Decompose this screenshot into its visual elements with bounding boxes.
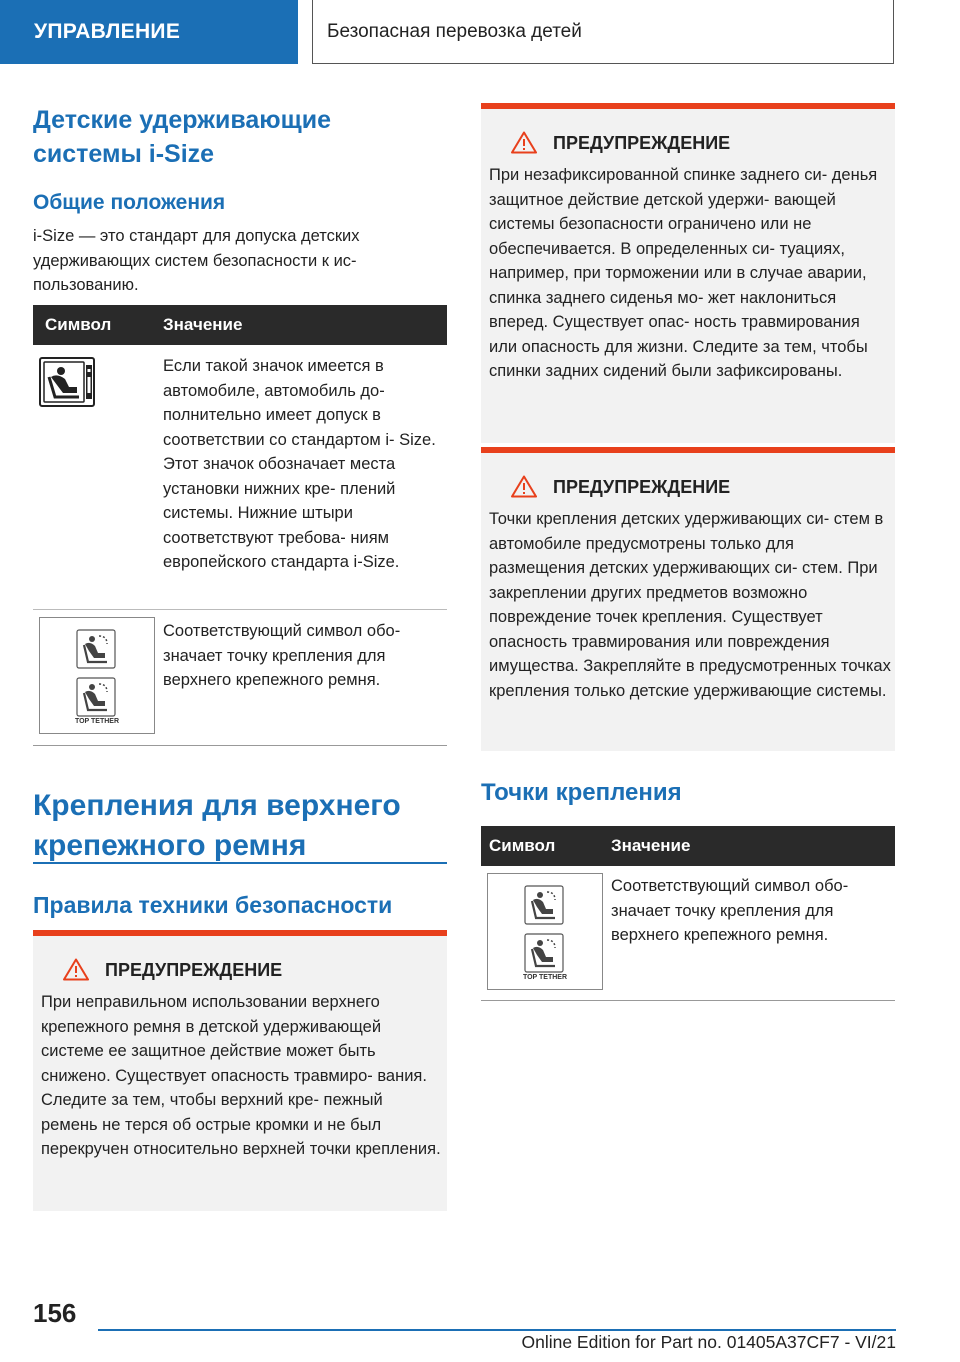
table-bottom-line <box>481 1000 895 1001</box>
header-section-tab: УПРАВЛЕНИЕ <box>0 0 298 64</box>
warning-bar <box>481 103 895 109</box>
warning-bar <box>481 447 895 453</box>
page-number: 156 <box>33 1298 77 1328</box>
isofix-child-seat-icon <box>39 357 95 407</box>
column-header-meaning: Значение <box>163 315 243 334</box>
heading-anchor-points: Точки крепления <box>481 779 682 806</box>
warning-text: При неправильном использовании верхнего крепежного ремня в детской удерживающей системе ее защитное действие может быть снижено. Существует опасность травмиро- вания. Следите за тем, чтобы верхний кре- пежный ремень не терся об острые кромки и не был перекручен относительно верхней точки крепления. <box>41 993 441 1158</box>
footer-rule <box>98 1329 896 1331</box>
footer-edition-text: Online Edition for Part no. 01405A37CF7 - VI/21 <box>521 1332 896 1352</box>
row-divider <box>33 609 447 610</box>
table-row-text: Соответствующий символ обо- значает точку крепления для верхнего крепежного ремня. <box>611 877 849 944</box>
warning-title: ПРЕДУПРЕЖДЕНИЕ <box>105 960 283 980</box>
top-tether-caption: TOP TETHER <box>522 974 568 981</box>
warning-box <box>33 930 447 1211</box>
warning-title: ПРЕДУПРЕЖДЕНИЕ <box>553 133 731 153</box>
heading-top-tether-mounts: Крепления для верхнего крепежного ремня <box>33 789 401 862</box>
warning-box <box>481 447 895 751</box>
warning-bar <box>33 930 447 936</box>
column-header-symbol: Символ <box>489 836 556 855</box>
table-bottom-line <box>33 745 447 746</box>
top-tether-icon <box>39 617 155 734</box>
table-row-text: Соответствующий символ обо- значает точку крепления для верхнего крепежного ремня. <box>163 622 401 689</box>
heading-child-restraint-i-size: Детские удерживающие системы i-Size <box>33 106 331 168</box>
warning-text: При незафиксированной спинке заднего си- денья защитное действие детской удержи- вающей системы безопасности ограничено или не обеспечивается. В определенных си- туациях, например, при торможении или в случае аварии, спинка заднего сиденья мо- жет наклониться вперед. Существует опас- ность травмирования или опасность для жизни. Следите за тем, чтобы спинки задних сидений были зафиксированы. <box>489 166 878 380</box>
top-tether-icon <box>487 873 603 990</box>
warning-triangle-icon <box>63 958 89 981</box>
warning-box <box>481 103 895 443</box>
warning-triangle-icon <box>511 475 537 498</box>
header-chapter-title: Безопасная перевозка детей <box>312 0 894 64</box>
table-header <box>33 305 447 345</box>
section-rule <box>33 862 447 864</box>
table-row-text: Если такой значок имеется в автомобиле, автомобиль до- полнительно имеет допуск в соответствии со стандартом i- Size. Этот значок обозначает места установки нижних кре- плений системы. Нижние штыри соответствуют требова- ниям европейского стандарта i-Size. <box>163 357 436 571</box>
heading-safety-rules: Правила техники безопасности <box>33 892 393 918</box>
table-header <box>481 826 895 866</box>
column-header-meaning: Значение <box>611 836 691 855</box>
heading-general-provisions: Общие положения <box>33 191 226 214</box>
intro-paragraph: i-Size — это стандарт для допуска детских удерживающих систем безопасности к ис- пользованию. <box>33 227 360 294</box>
warning-title: ПРЕДУПРЕЖДЕНИЕ <box>553 477 731 497</box>
warning-triangle-icon <box>511 131 537 154</box>
column-header-symbol: Символ <box>45 315 112 334</box>
warning-text: Точки крепления детских удерживающих си- стем в автомобиле предусмотрены только для размещения детских удерживающих си- стем. При закреплении других предметов возможно повреждение точек крепления. Существует опасность травмирования или повреждения имущества. Закрепляйте в предусмотренных точках крепления только детские удерживающие системы. <box>489 510 891 700</box>
top-tether-caption: TOP TETHER <box>74 718 120 725</box>
